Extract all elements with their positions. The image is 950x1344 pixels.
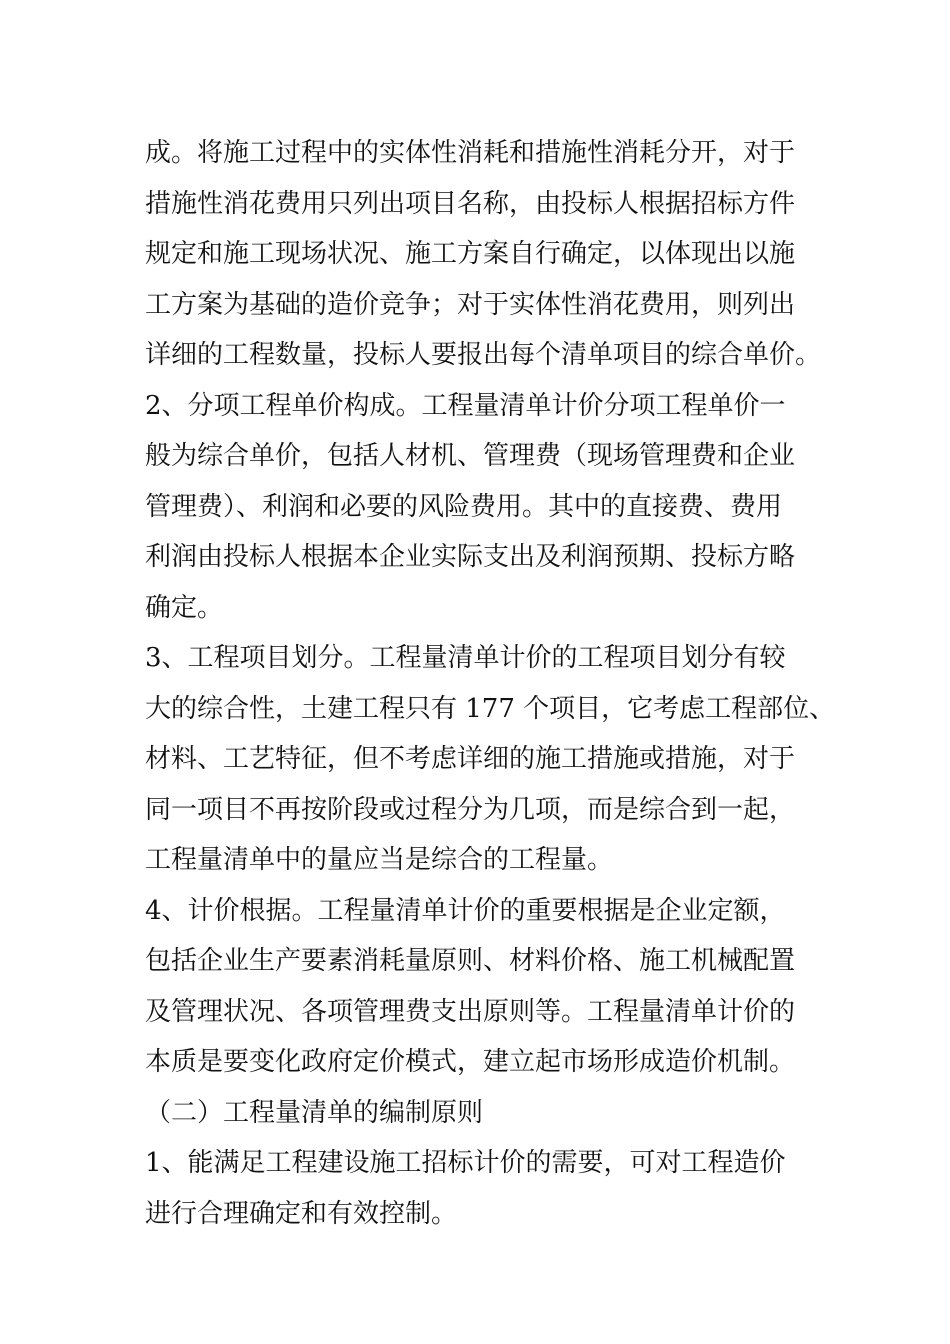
text-line: 成。将施工过程中的实体性消耗和措施性消耗分开，对于 [145,138,796,168]
text-line: 详细的工程数量，投标人要报出每个清单项目的综合单价。 [145,340,822,370]
text-line: 1、能满足工程建设施工招标计价的需要，可对工程造价 [145,1148,786,1178]
text-line: 2、分项工程单价构成。工程量清单计价分项工程单价一 [145,390,786,421]
text-line: 进行合理确定和有效控制。 [145,1198,458,1229]
body-text [145,128,836,1239]
text-line: 般为综合单价，包括人材机、管理费（现场管理费和企业 [145,441,796,471]
text-line: 材料、工艺特征，但不考虑详细的施工措施或措施，对于 [145,744,796,774]
text-line: 确定。 [145,592,224,623]
text-line: 包括企业生产要素消耗量原则、材料价格、施工机械配置 [145,946,796,976]
text-line: 本质是要变化政府定价模式，建立起市场形成造价机制。 [145,1047,796,1077]
text-line: 规定和施工现场状况、施工方案自行确定，以体现出以施 [145,239,796,269]
text-line: 及管理状况、各项管理费支出原则等。工程量清单计价的 [145,996,796,1027]
text-line: 工程量清单中的量应当是综合的工程量。 [145,845,614,875]
text-line: 3、工程项目划分。工程量清单计价的工程项目划分有较 [145,643,786,673]
text-line: 利润由投标人根据本企业实际支出及利润预期、投标方略 [145,542,796,572]
text-line: 管理费）、利润和必要的风险费用。其中的直接费、费用 [145,491,783,522]
text-line: 措施性消花费用只列出项目名称，由投标人根据招标方件 [145,188,796,219]
text-line: 4、计价根据。工程量清单计价的重要根据是企业定额， [145,895,786,926]
text-line: 大的综合性，土建工程只有 177 个项目，它考虑工程部位、 [145,693,836,724]
text-line: 工方案为基础的造价竞争；对于实体性消花费用，则列出 [145,289,796,320]
section-heading: （二）工程量清单的编制原则 [145,1097,484,1128]
text-line: 同一项目不再按阶段或过程分为几项，而是综合到一起， [145,794,796,825]
